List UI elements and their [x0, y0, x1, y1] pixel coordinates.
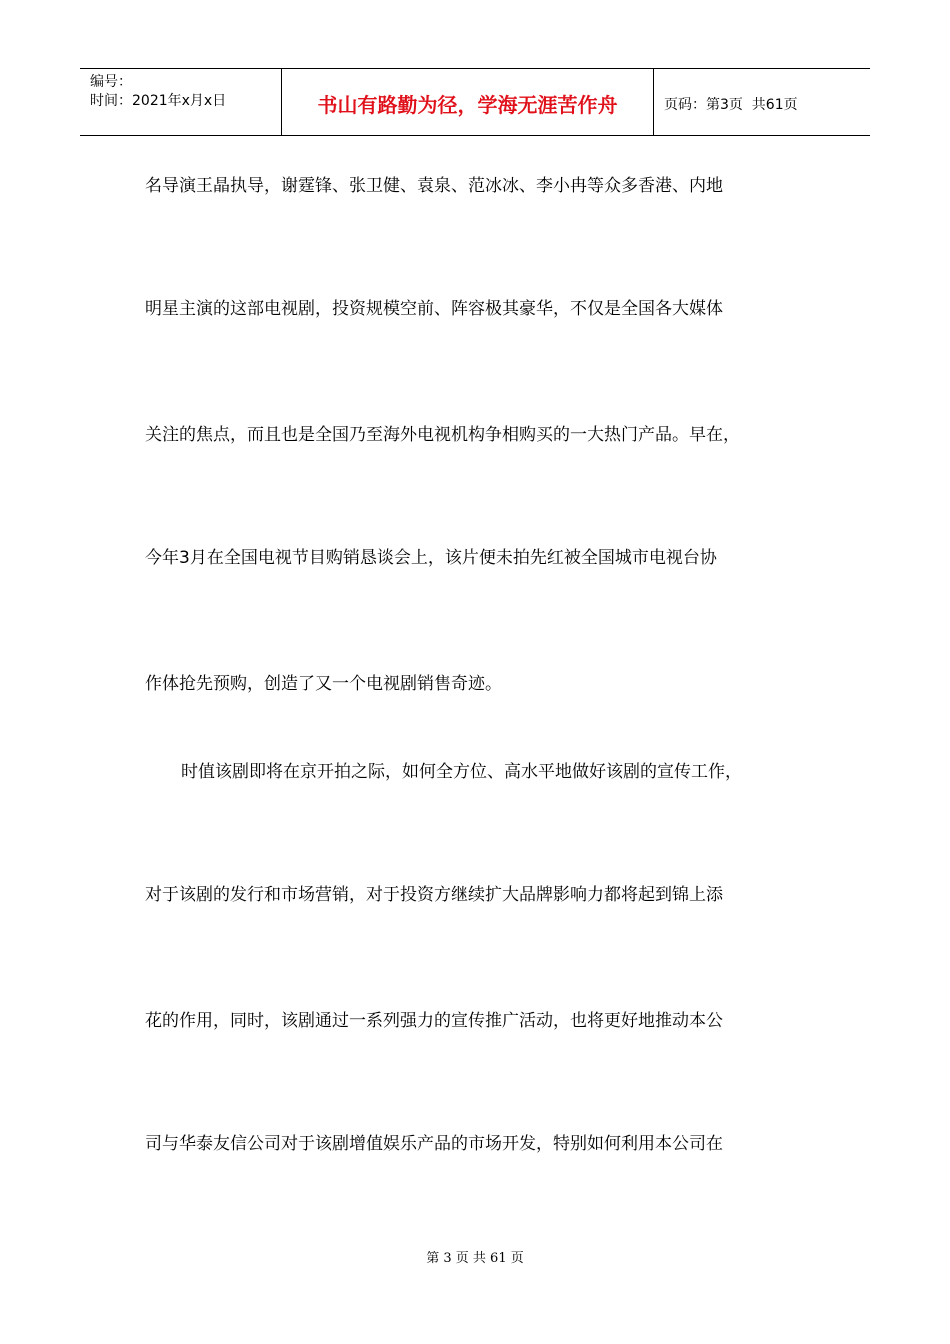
- header-page-cell: [654, 69, 870, 135]
- body-text-line: 明星主演的这部电视剧，投资规模空前、阵容极其豪华，不仅是全国各大媒体: [145, 299, 723, 319]
- body-text-line: 司与华泰友信公司对于该剧增值娱乐产品的市场开发，特别如何利用本公司在: [145, 1134, 723, 1154]
- header-meta-cell: [80, 69, 282, 135]
- body-text-line: 对于该剧的发行和市场营销，对于投资方继续扩大品牌影响力都将起到锦上添: [145, 885, 723, 905]
- serial-number-label: 编号：: [90, 74, 132, 90]
- document-header: [80, 68, 870, 136]
- body-text-line: 作体抢先预购，创造了又一个电视剧销售奇迹。: [145, 674, 502, 694]
- body-text-line: 花的作用，同时，该剧通过一系列强力的宣传推广活动，也将更好地推动本公: [145, 1011, 723, 1031]
- body-text-line: 名导演王晶执导，谢霆锋、张卫健、袁泉、范冰冰、李小冉等众多香港、内地: [145, 176, 723, 196]
- body-text-line: 关注的焦点，而且也是全国乃至海外电视机构争相购买的一大热门产品。早在，: [145, 425, 740, 445]
- body-text-line: 今年3月在全国电视节目购销恳谈会上，该片便未拍先红被全国城市电视台协: [145, 548, 717, 568]
- header-motto: 书山有路勤为径，学海无涯苦作舟: [317, 93, 618, 117]
- header-motto-cell: [282, 69, 654, 135]
- body-text-line-indented: 时值该剧即将在京开拍之际，如何全方位、高水平地做好该剧的宣传工作，: [181, 762, 742, 782]
- page-footer: 第 3 页 共 61 页: [426, 1251, 524, 1266]
- date-line: 时间：2021年x月x日: [90, 93, 227, 109]
- header-page-info: 页码：第3页 共61页: [664, 96, 798, 113]
